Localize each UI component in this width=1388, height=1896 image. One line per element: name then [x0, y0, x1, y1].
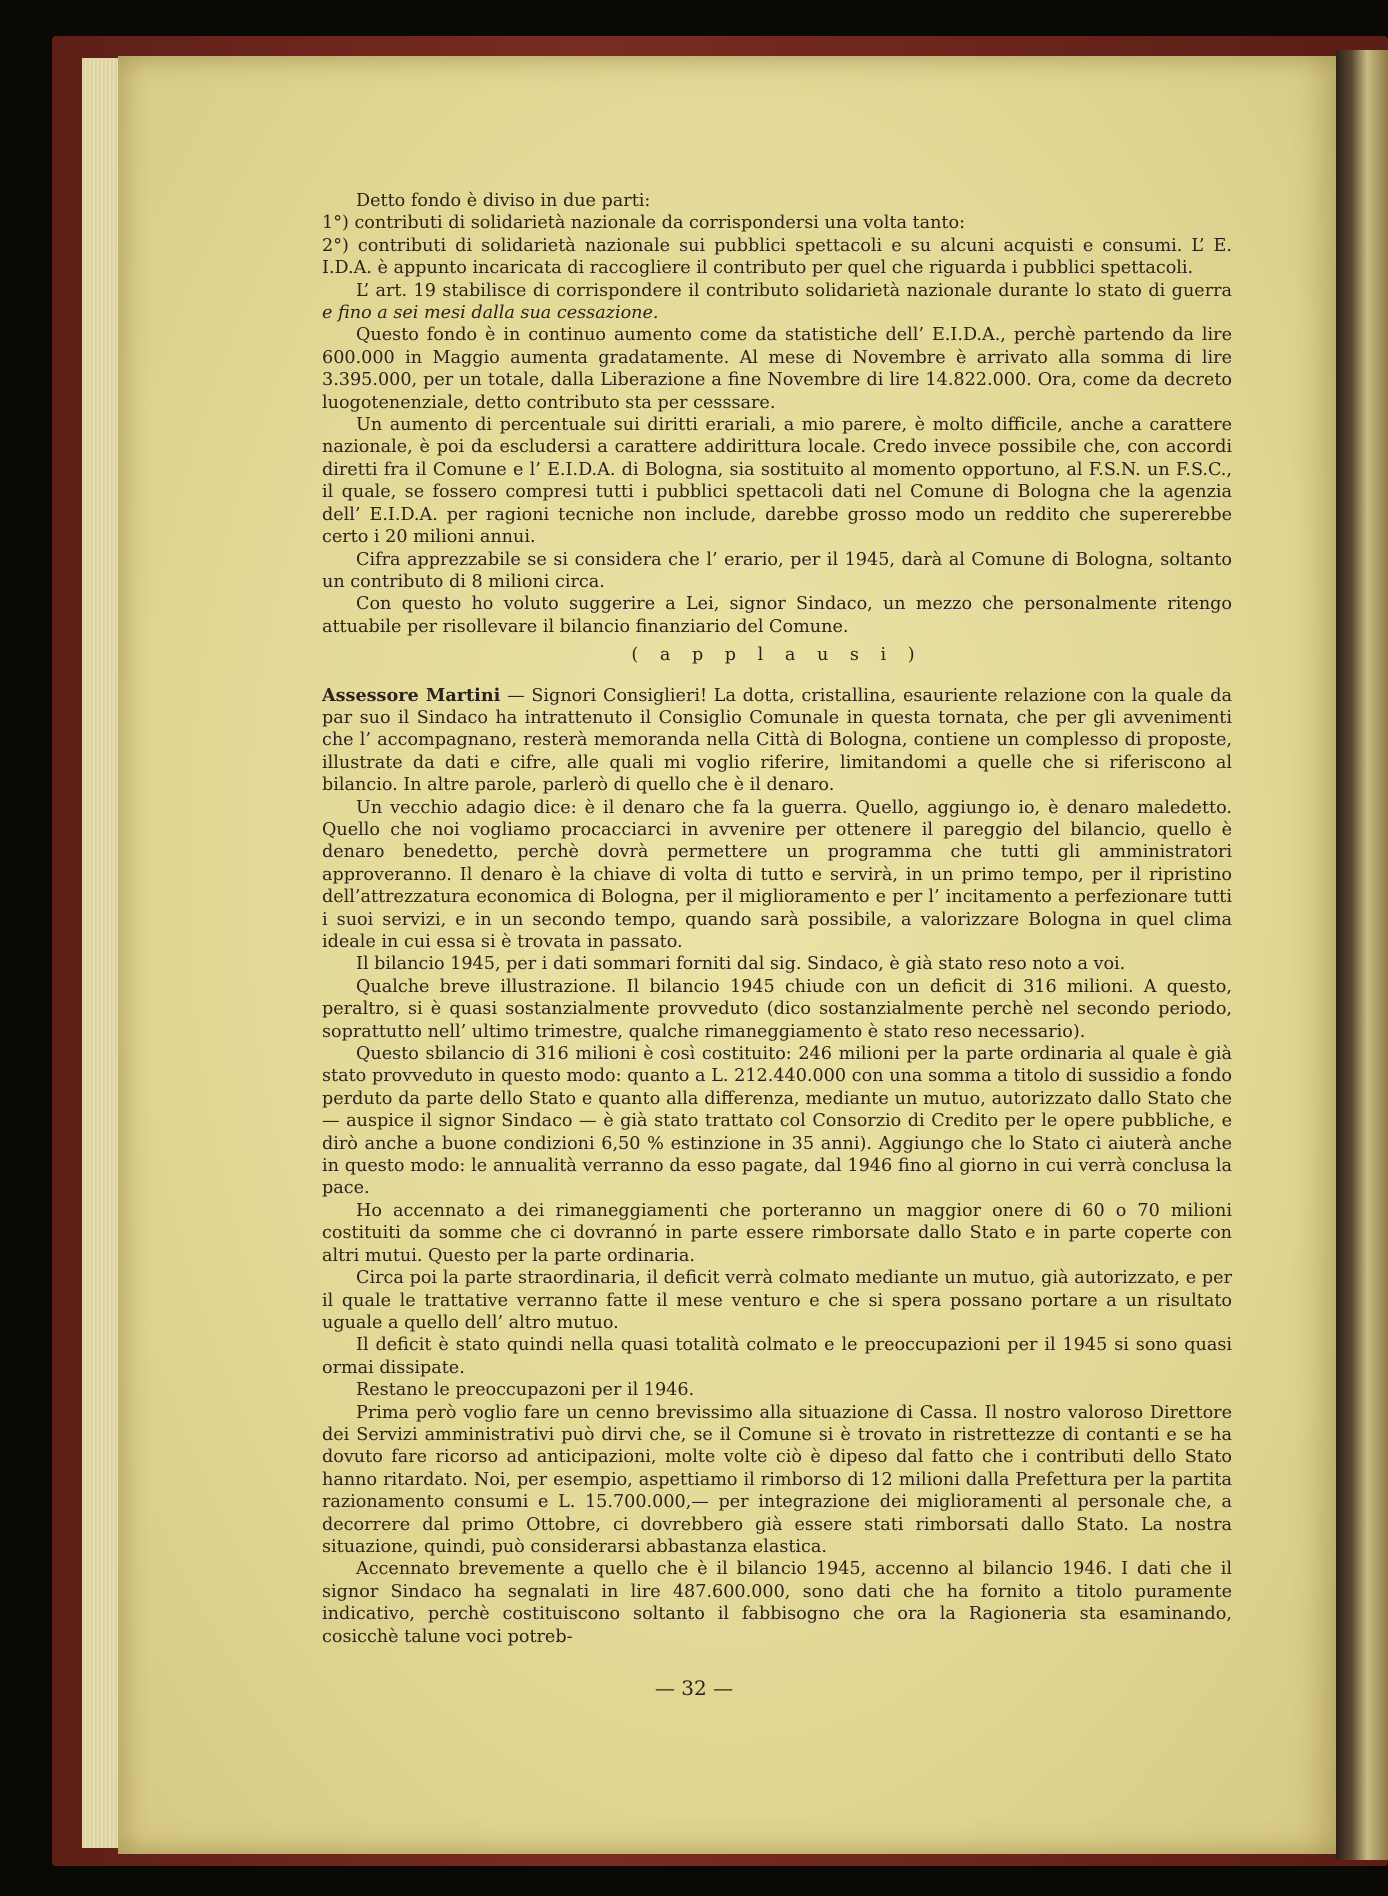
paragraph: 1°) contributi di solidarietà nazionale da corrispondersi una volta tanto: — [322, 213, 966, 234]
paragraph: Restano le preoccupazoni per il 1946. — [356, 1380, 695, 1401]
paragraph-art19 — [322, 280, 1232, 325]
paragraph: Un vecchio adagio dice: è il denaro che fa la guerra. Quello, aggiungo io, è denaro maledetto. Quello che noi vogliamo procacciarci in avvenire per ottenere il pareggio del bilancio, quello è denaro benedetto, perchè dovrà permettere un programma che tutti gli amministratori approveranno. Il denaro è la chiave di volta di tutto e servirà, in un primo tempo, per il ripristino dell’attrezzatura economica di Bologna, per il miglioramento e per l’ incitamento a perfezionare tutti i suoi servizi, e in un secondo tempo, quando sarà possibile, a valorizzare Bologna in quel clima ideale in cui essa si è trovata in passato. — [322, 797, 1232, 952]
paragraph: Ho accennato a dei rimaneggiamenti che porteranno un maggior onere di 60 o 70 milioni costituiti da somme che ci dovrannó in parte essere rimborsate dallo Stato e in parte coperte con altri mutui. Questo per la parte ordinaria. — [322, 1200, 1232, 1266]
paragraph: Un aumento di percentuale sui diritti erariali, a mio parere, è molto difficile, anche a carattere nazionale, è poi da escludersi a carattere addirittura locale. Credo invece possibile che, con accordi diretti fra il Comune e l’ E.I.D.A. di Bologna, sia sostituito al momento opportuno, al F.S.N. un F.S.C., il quale, se fossero compresi tutti i pubblici spettacoli dati nel Comune di Bologna che la agenzia dell’ E.I.D.A. per ragioni tecniche non include, darebbe grosso modo un reddito che supererebbe certo i 20 milioni annui. — [322, 415, 1232, 548]
binding-gutter — [1336, 50, 1388, 1860]
page-edges — [82, 58, 123, 1848]
paragraph: Questo sbilancio di 316 milioni è così costituito: 246 milioni per la parte ordinaria al quale è già stato provveduto in questo modo: quanto a L. 212.440.000 con una somma a titolo di sussidio a fondo perduto da parte dello Stato e quanto alla differenza, mediante un mutuo, autorizzato dallo Stato che — auspice il signor Sindaco — è già stato trattato col Consorzio di Credito per le opere pubbliche, e dirò anche a buone condizioni 6,50 % estinzione in 35 anni). Aggiungo che lo Stato ci aiuterà anche in questo modo: le annualità verranno da esso pagate, dal 1946 fino al giorno in cui verrà conclusa la pace. — [322, 1044, 1232, 1199]
speaker-name: Assessore Martini — [322, 684, 501, 706]
speech-first-text: — Signori Consiglieri! La dotta, cristallina, esauriente relazione con la quale da par suo il Sindaco ha intrattenuto il Consiglio Comunale in questa tornata, che per gli avvenimenti che l’ accompagnano, resterà memoranda nella Città di Bologna, contiene un complesso di proposte, illustrate da dati e cifre, alle quali mi voglio riferire, limitandomi a quelle che si riferiscono al bilancio. In altre parole, parlerò di quello che è il denaro. — [322, 685, 1232, 796]
art19-text: L’ art. 19 stabilisce di corrispondere il contributo solidarietà nazionale durante lo stato di guerra — [356, 280, 1232, 301]
paragraph: Qualche breve illustrazione. Il bilancio 1945 chiude con un deficit di 316 milioni. A questo, peraltro, si è quasi sostanzialmente provveduto (dico sostanzialmente perchè nel secondo periodo, soprattutto nell’ ultimo trimestre, qualche rimaneggiamento è stato reso necessario). — [322, 976, 1232, 1042]
speech-opening — [322, 685, 1232, 797]
paragraph: Con questo ho voluto suggerire a Lei, signor Sindaco, un mezzo che personalmente ritengo attuabile per risollevare il bilancio finanziario del Comune. — [322, 594, 1232, 637]
paragraph: Accennato brevemente a quello che è il bilancio 1945, accenno al bilancio 1946. I dati che il signor Sindaco ha segnalati in lire 487.600.000, sono dati che ha fornito a titolo puramente indicativo, perchè costituiscono soltanto il fabbisogno che ora la Ragioneria sta esaminando, cosicchè talune voci potreb- — [322, 1559, 1232, 1647]
page-number: — 32 — — [654, 1676, 734, 1700]
paragraph: Questo fondo è in continuo aumento come da statistiche dell’ E.I.D.A., perchè partendo da lire 600.000 in Maggio aumenta gradatamente. Al mese di Novembre è arrivato alla somma di lire 3.395.000, per un totale, dalla Liberazione a fine Novembre di lire 14.822.000. Ora, come da decreto luogotenenziale, detto contributo sta per cesssare. — [322, 325, 1232, 413]
paragraph: 2°) contributi di solidarietà nazionale sui pubblici spettacoli e su alcuni acquisti e consumi. L’ E. I.D.A. è appunto incaricata di raccogliere il contributo per quel che riguarda i pubblici spettacoli. — [322, 235, 1232, 279]
paragraph: Prima però voglio fare un cenno brevissimo alla situazione di Cassa. Il nostro valoroso Direttore dei Servizi amministrativi può dirvi che, se il Comune si è trovato in ristrettezze di contanti e se ha dovuto fare ricorso ad anticipazioni, molte volte ciò è dipeso dal fatto che i contributi dello Stato hanno ritardato. Noi, per esempio, aspettiamo il rimborso di 12 milioni dalla Prefettura per la partita razionamento consumi e L. 15.700.000,— per integrazione dei miglioramenti al personale che, a decorrere dal primo Ottobre, ci dovrebbero già essere stati rimborsati dallo Stato. La nostra situazione, quindi, può considerarsi abbastanza elastica. — [322, 1402, 1232, 1557]
applause-note: ( a p p l a u s i ) — [631, 645, 923, 666]
paragraph: Il deficit è stato quindi nella quasi totalità colmato e le preoccupazioni per il 1945 si sono quasi ormai dissipate. — [322, 1335, 1232, 1378]
art19-italic: e fino a sei mesi dalla sua cessazione. — [322, 303, 659, 324]
paragraph: Il bilancio 1945, per i dati sommari forniti dal sig. Sindaco, è già stato reso noto a voi. — [356, 954, 1126, 975]
paragraph: Cifra apprezzabile se si considera che l’ erario, per il 1945, darà al Comune di Bologna, soltanto un contributo di 8 milioni circa. — [322, 549, 1232, 592]
paragraph: Circa poi la parte straordinaria, il deficit verrà colmato mediante un mutuo, già autorizzato, e per il quale le trattative verranno fatte il mese venturo e che si spera possano portare a un risultato uguale a quello dell’ altro mutuo. — [322, 1268, 1232, 1333]
text-block — [322, 190, 1232, 1648]
paragraph: Detto fondo è diviso in due parti: — [356, 191, 651, 211]
